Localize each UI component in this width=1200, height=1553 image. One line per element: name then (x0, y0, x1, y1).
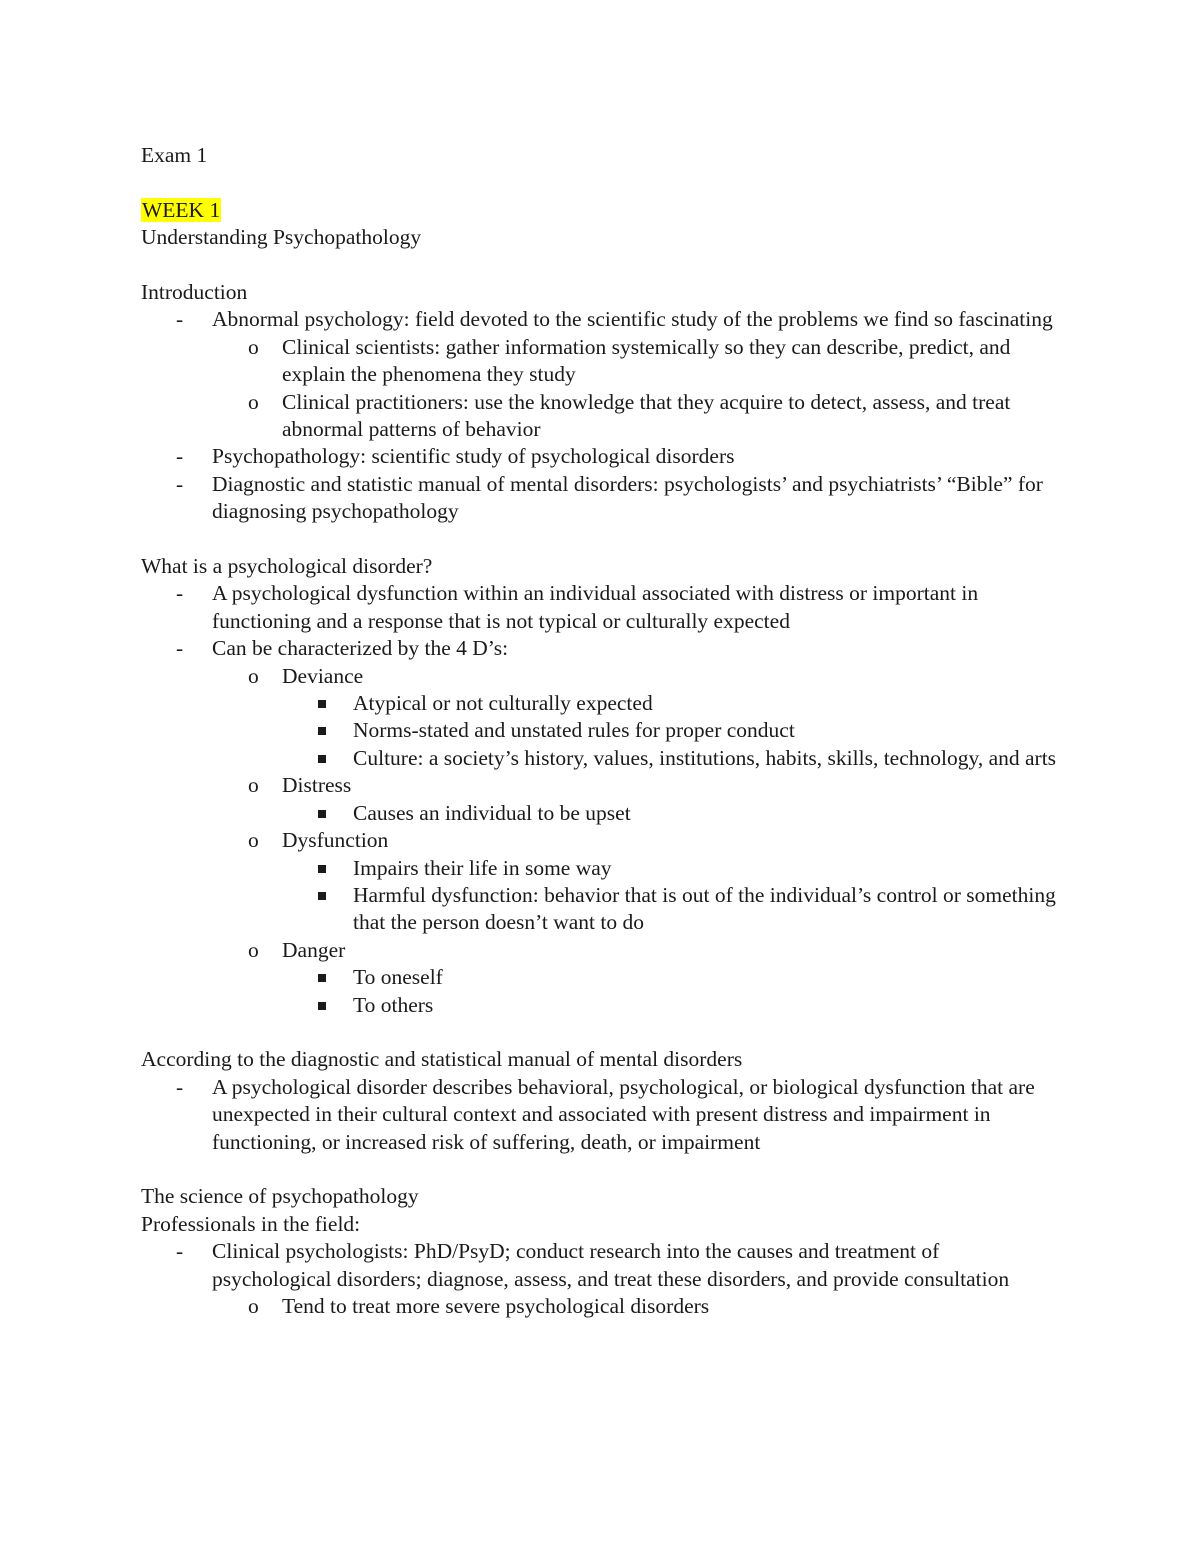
square-bullet-icon (318, 690, 326, 717)
circle-bullet-icon: o (248, 663, 259, 688)
list-item (141, 964, 1061, 991)
circle-bullet-icon: o (248, 773, 259, 798)
list-item-text: Clinical practitioners: use the knowledge that they acquire to detect, assess, and treat abnormal patterns of behavior (282, 389, 1011, 442)
list-item (141, 1293, 1061, 1320)
list-item-text: A psychological disorder describes behavioral, psychological, or biological dysfunction that are unexpected in their cultural context and associated with present distress and impairment in functioning, or increased risk of suffering, death, or impairment (212, 1074, 1035, 1154)
square-bullet-icon (318, 992, 326, 1019)
list-item-text: Danger (282, 937, 346, 962)
list-item-text: To oneself (353, 965, 443, 990)
square-bullet-icon (318, 745, 326, 772)
week-label-line (141, 197, 1061, 224)
spacer (141, 526, 1061, 553)
list-item-text: Deviance (282, 663, 364, 688)
circle-bullet-icon: o (248, 334, 259, 359)
list-item-text: To others (353, 992, 434, 1017)
list-item (141, 389, 1061, 444)
list-item-text: Clinical psychologists: PhD/PsyD; conduct research into the causes and treatment of psychological disorders; diagnose, assess, and treat these disorders, and provide consultation (212, 1239, 1010, 1291)
list-item-text: Norms-stated and unstated rules for proper conduct (353, 718, 795, 743)
list-item-text: Causes an individual to be upset (353, 800, 631, 825)
list-item (141, 580, 1061, 635)
list-item (141, 717, 1061, 744)
list-item-text: Atypical or not culturally expected (353, 691, 653, 716)
section-subheading: Professionals in the field: (141, 1211, 361, 1236)
list-item (141, 635, 1061, 662)
dash-bullet-icon: - (176, 307, 184, 332)
list-item (141, 855, 1061, 882)
list-item (141, 827, 1061, 854)
list-item (141, 772, 1061, 799)
list-item-text: Abnormal psychology: field devoted to the scientific study of the problems we find so fascinating (212, 307, 1053, 332)
list-item (141, 1074, 1061, 1156)
list-item-text: Psychopathology: scientific study of psychological disorders (212, 444, 735, 469)
list-item (141, 690, 1061, 717)
list-item (141, 882, 1061, 937)
document-subtitle: Understanding Psychopathology (141, 225, 422, 250)
section-heading: The science of psychopathology (141, 1184, 419, 1209)
section-heading: What is a psychological disorder? (141, 554, 433, 579)
list-item-text: Clinical scientists: gather information systemically so they can describe, predict, and explain the phenomena they study (282, 334, 1011, 387)
list-item-text: Distress (282, 773, 352, 798)
list-item-text: Harmful dysfunction: behavior that is out of the individual’s control or something that the person doesn’t want to do (353, 882, 1056, 935)
square-bullet-icon (318, 882, 326, 909)
list-item (141, 334, 1061, 389)
list-item (141, 1238, 1061, 1293)
document-title: Exam 1 (141, 143, 208, 167)
list-item (141, 745, 1061, 772)
dash-bullet-icon: - (176, 444, 184, 469)
list-item-text: Diagnostic and statistic manual of mental disorders: psychologists’ and psychiatrists’ “Bible” for diagnosing psychopathology (212, 471, 1043, 524)
document-page (141, 142, 1061, 1320)
list-item-text: Can be characterized by the 4 D’s: (212, 636, 509, 661)
circle-bullet-icon: o (248, 1293, 259, 1318)
spacer (141, 1156, 1061, 1183)
circle-bullet-icon: o (248, 828, 259, 853)
square-bullet-icon (318, 717, 326, 744)
dash-bullet-icon: - (176, 1239, 184, 1264)
list-item-text: Tend to treat more severe psychological disorders (282, 1293, 710, 1318)
list-item (141, 306, 1061, 333)
circle-bullet-icon: o (248, 389, 259, 414)
spacer (141, 1019, 1061, 1046)
square-bullet-icon (318, 964, 326, 991)
list-item-text: Impairs their life in some way (353, 855, 612, 880)
section-heading: According to the diagnostic and statistical manual of mental disorders (141, 1047, 743, 1072)
list-item (141, 663, 1061, 690)
spacer (141, 169, 1061, 196)
list-item-text: Dysfunction (282, 828, 389, 853)
list-item-text: Culture: a society’s history, values, institutions, habits, skills, technology, and arts (353, 745, 1057, 770)
dash-bullet-icon: - (176, 581, 184, 606)
list-item (141, 471, 1061, 526)
list-item (141, 443, 1061, 470)
spacer (141, 252, 1061, 279)
square-bullet-icon (318, 800, 326, 827)
list-item-text: A psychological dysfunction within an individual associated with distress or important in functioning and a response that is not typical or culturally expected (212, 581, 979, 633)
list-item (141, 800, 1061, 827)
week-label-highlight: WEEK 1 (142, 197, 221, 222)
dash-bullet-icon: - (176, 636, 184, 661)
sections-container (141, 252, 1061, 1321)
list-item (141, 992, 1061, 1019)
dash-bullet-icon: - (176, 1074, 184, 1099)
circle-bullet-icon: o (248, 937, 259, 962)
section-heading: Introduction (141, 280, 248, 304)
dash-bullet-icon: - (176, 471, 184, 496)
list-item (141, 937, 1061, 964)
square-bullet-icon (318, 855, 326, 882)
